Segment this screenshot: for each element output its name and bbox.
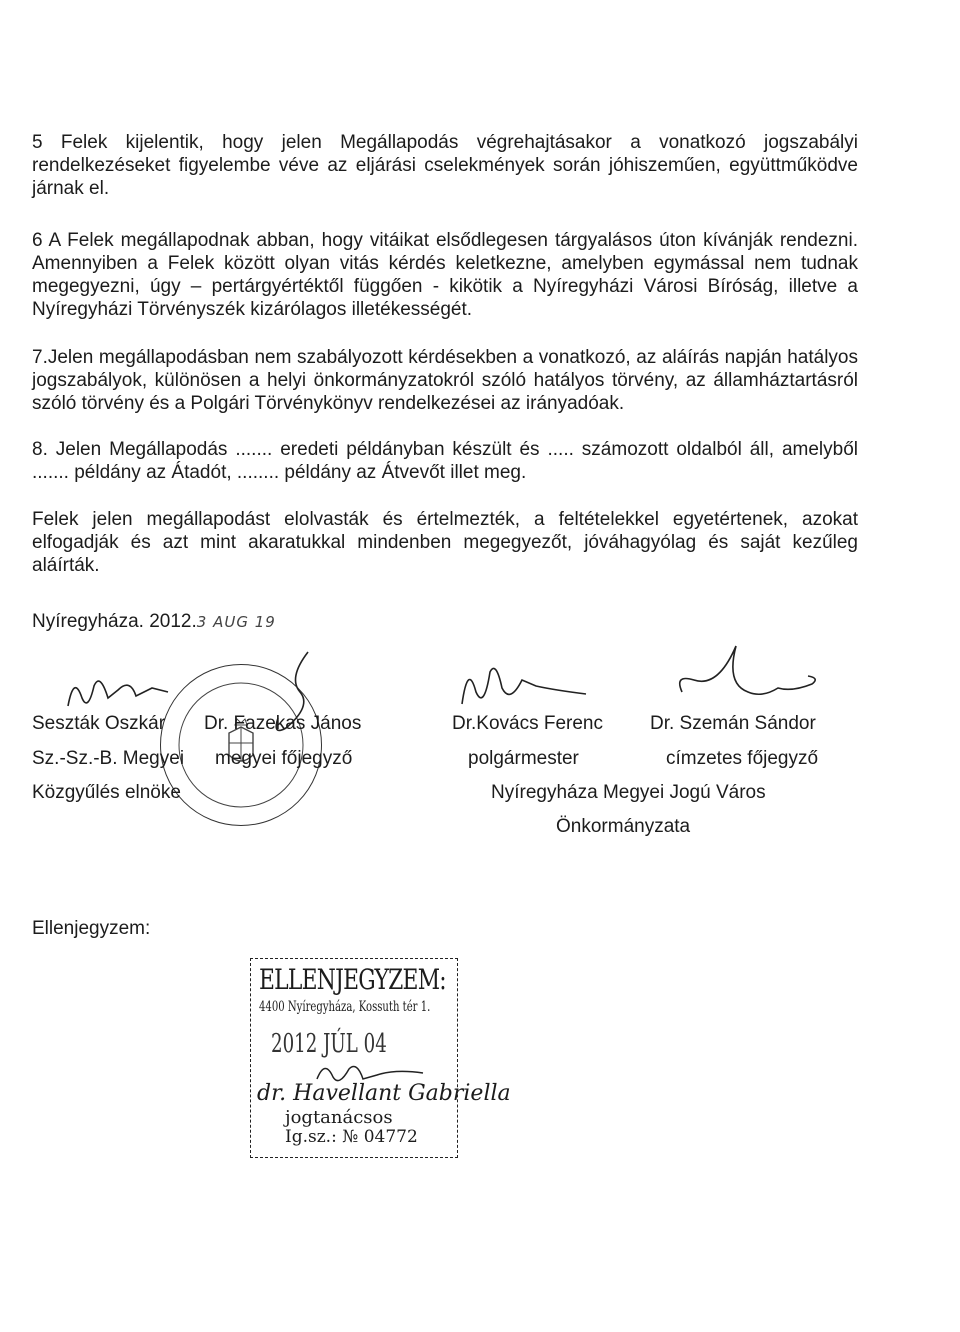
signatory-left-role: Sz.-Sz.-B. Megyei [32, 748, 185, 769]
signatory-left-role2: Közgyűlés elnöke [32, 782, 181, 803]
signatory-right-name: Dr. Szemán Sándor [650, 713, 816, 734]
signatory-middle-left-role: megyei főjegyző [215, 748, 353, 769]
place-date-printed: Nyíregyháza. 2012. [32, 611, 197, 632]
signature-seszak [60, 668, 180, 718]
paragraph-6: 6 A Felek megállapodnak abban, hogy vitáikat elsődlegesen tárgyalásos úton kívánják rendezni. Amennyiben a Felek között olyan vitás kérdés keletkezne, amelyben egymással nem tudnak megegyezni, úgy – pertárgyértéktől függően - kikötik a Nyíregyházi Városi Bíróság, illetve a Nyíregyházi Törvényszék kizárólagos illetékességét. [32, 230, 858, 320]
stamp-reg: Ig.sz.: № 04772 [285, 1127, 418, 1147]
stamp-role: jogtanácsos [285, 1107, 393, 1128]
signatory-left-name: Seszták Oszkár [32, 713, 166, 734]
stamp-date: 2012 JÚL 04 [271, 1029, 387, 1059]
place-date-handwritten: 3 AUG 19 [196, 613, 276, 631]
stamp-address: 4400 Nyíregyháza, Kossuth tér 1. [259, 999, 431, 1015]
stamp-title: ELLENJEGYZEM: [259, 963, 446, 996]
signatory-right-role: címzetes főjegyző [666, 748, 819, 769]
paragraph-8: 8. Jelen Megállapodás ....... eredeti példányban készült és ..... számozott oldalból áll, amelyből ....... példány az Átadót, ........ példány az Átvevőt illet meg. [32, 439, 858, 483]
stamp-name: dr. Havellant Gabriella [257, 1081, 511, 1106]
signatory-middle-right-role: polgármester [468, 748, 579, 769]
paragraph-5: 5 Felek kijelentik, hogy jelen Megállapodás végrehajtásakor a vonatkozó jogszabályi rendelkezéseket figyelembe véve az eljárási cselekmények során jóhiszeműen, együttműködve járnak el. [32, 132, 858, 199]
signature-kovacs [454, 652, 594, 712]
signatory-middle-left-name: Dr. Fazekas János [204, 713, 362, 734]
countersign-stamp [250, 958, 511, 1158]
countersign-label: Ellenjegyzem: [32, 918, 151, 939]
municipality-line2: Önkormányzata [556, 816, 691, 837]
place-date-line [32, 610, 276, 634]
signature-seman [664, 640, 824, 706]
signatory-middle-right-name: Dr.Kovács Ferenc [452, 713, 603, 734]
paragraph-closing: Felek jelen megállapodást elolvasták és értelmezték, a feltételekkel egyetértenek, azokat elfogadják és azt mint akaratukkal mindenben megegyezőt, jóváhagyólag és saját kezűleg aláírták. [32, 509, 858, 576]
municipality-line1: Nyíregyháza Megyei Jogú Város [491, 782, 766, 803]
paragraph-7: 7.Jelen megállapodásban nem szabályozott kérdésekben a vonatkozó, az aláírás napján hatályos jogszabályok, különösen a helyi önkormányzatokról szóló hatályos törvény, az államháztartásról szóló törvény és a Polgári Törvénykönyv rendelkezései az irányadóak. [32, 347, 858, 414]
